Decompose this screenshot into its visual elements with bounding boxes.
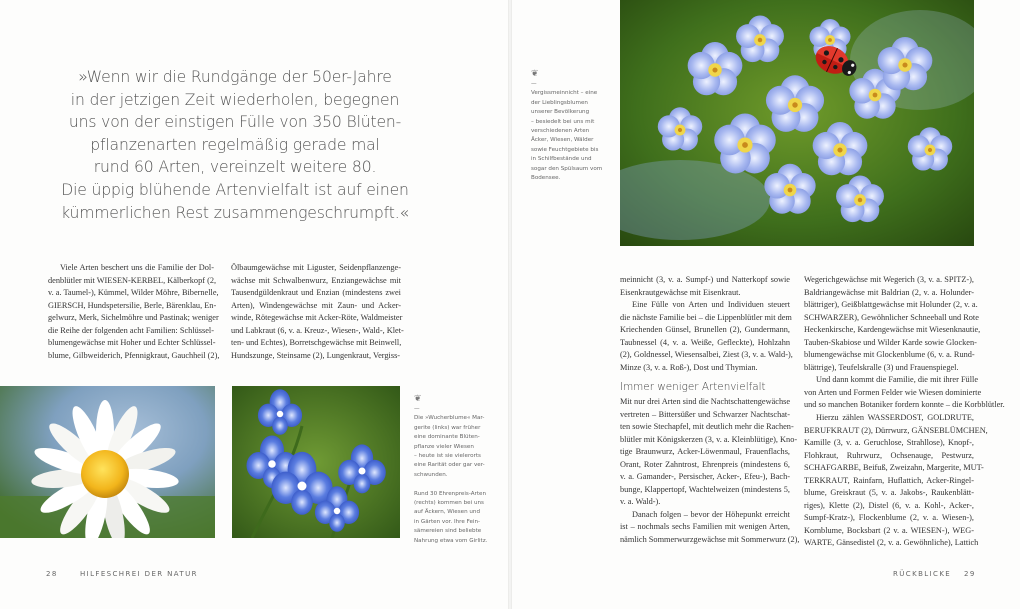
text-line: Arten), Windengewächse mit Zaun- und Acker-: [231, 300, 401, 310]
caption-line: unserer Bevölkerung: [531, 109, 590, 116]
caption-line: verschiedenen Arten: [531, 128, 590, 135]
text-line: ten- und Echtes), Borretschgewächse mit Beinwell,: [231, 338, 402, 348]
caption-line: sämereien sind beliebte: [414, 528, 482, 535]
text-line: Mit nur drei Arten sind die Nachtschattengewächse: [620, 397, 791, 406]
text-line: meinnicht (3, v. a. Sumpf-) und Natterkopf sowie: [620, 275, 790, 284]
text-line: blättrige), Teufelskralle (3) und Frauenspiegel.: [804, 362, 959, 372]
text-line: blättriger), Geißblattgewächse mit Holunder (2, v. a.: [804, 300, 978, 310]
text-line: Taubnessel (4, v. a. Weiße, Gefleckte), Hohlzahn: [620, 337, 790, 347]
text-line: die nächste Familie bei – die Lippenblütler mit dem: [620, 312, 792, 322]
caption-line: (rechts) kommen bei uns: [414, 500, 484, 507]
caption-flourish-icon: ❦: [531, 69, 539, 79]
text-line: (2), Goldnessel, Wiesensalbei, Ziest (3, v. a. Wald-),: [620, 350, 793, 360]
text-column-4: [804, 274, 1005, 550]
pull-quote: [42, 66, 428, 224]
quote-line: pflanzenarten regelmäßig gerade mal: [90, 135, 380, 154]
text-line: Baldriangewächse mit Baldrian (2, v. a. Holunder-: [804, 287, 974, 297]
text-line: ten sowie Stechapfel, mit deutlich mehr die Rachen-: [620, 422, 794, 432]
caption-line: – heute ist sie vielerorts: [414, 453, 481, 460]
text-line: Heckenkirsche, Kardengewächse mit Wiesenknautie,: [804, 325, 981, 335]
text-line: bunge, Klappertopf, Wachtelweizen (mindestens 5,: [620, 484, 790, 494]
book-gutter: [508, 0, 512, 609]
text-line: BERUFKRAUT (2), Dürrwurz, GÄNSEBLÜMCHEN,: [804, 425, 988, 435]
caption-line: in Gärten vor. Ihre Fein-: [414, 518, 481, 525]
quote-line: uns von der einstigen Fülle von 350 Blüten-: [68, 113, 402, 132]
caption-line: sowie Feuchtgebiete bis: [531, 146, 599, 153]
text-line: Minze (3, v. a. Roß-), Dost und Thymian.: [620, 362, 758, 372]
text-line: Sumpf-Kratz-), Flockenblume (2, v. a. Wiesen-),: [804, 513, 974, 523]
text-line: winde, Rötegewächse mit Acker-Röte, Waldmeister: [231, 313, 403, 323]
text-line: die Reihe der folgenden acht Familien: Schlüssel-: [48, 325, 214, 335]
caption-line: [414, 480, 487, 489]
caption-line: —: [414, 406, 420, 412]
text-line: Ölbaumgewächse mit Liguster, Seidenpflanzenge-: [231, 263, 401, 272]
text-line: gelwurz, Merk, Sichelmöhre und Pastinak; weniger: [48, 313, 219, 323]
forget-me-not-photo: [620, 0, 974, 246]
text-line: Viele Arten beschert uns die Familie der Dol-: [60, 263, 214, 272]
quote-line: in der jetzigen Zeit wiederholen, begegnen: [70, 90, 400, 109]
text-line: wächse mit Schwalbenwurz, Enziangewächse mit: [231, 275, 401, 285]
text-line: blumengewächse mit Glockenblume (6, v. a. Rund-: [804, 350, 975, 360]
caption-line: auf Äckern, Wiesen und: [414, 509, 481, 516]
text-line: Hundszunge, Steinsame (2), Lungenkraut, Vergiss-: [231, 350, 401, 360]
caption-line: Die »Wucherblume« Mar-: [414, 415, 485, 422]
text-line: blume, Greiskraut (5, v. a. Jakobs-, Raukenblätt-: [804, 488, 974, 498]
caption-line: Rund 30 Ehrenpreis-Arten: [414, 490, 487, 497]
quote-line: rund 60 Arten, vereinzelt weitere 80.: [93, 158, 377, 177]
running-title-right: RÜCKBLICKE: [893, 570, 952, 578]
text-line: Kriechenden Günsel, Brunellen (2), Gundermann,: [620, 325, 790, 335]
text-line: vertreten – Bittersüßer und Schwarzer Nachtschat-: [620, 409, 790, 419]
text-line: Eine Fülle von Arten und Individuen steuert: [632, 300, 790, 310]
text-line: Orant, Roter Zahntrost, Ehrenpreis (mindestens 6,: [620, 459, 790, 469]
text-line: riges), Klette (2), Distel (6, v. a. Kohl-, Acker-,: [804, 500, 974, 510]
caption-line: – besiedelt bei uns mit: [531, 118, 595, 125]
caption-line: pflanze vieler Wiesen: [414, 443, 474, 450]
text-line: v. a. Taumel-), Kümmel, Wilder Möhre, Bibernelle,: [48, 288, 219, 298]
caption-line: eine dominante Blüten-: [414, 434, 480, 441]
section-heading: Immer weniger Artenvielfalt: [620, 381, 766, 393]
caption-line: gerite (links) war früher: [414, 424, 481, 431]
text-line: Tauben-Skabiose und Wilder Karde sowie Glocken-: [804, 337, 977, 347]
text-line: Tausendgüldenkraut und Enzian (mindestens zwei: [231, 288, 401, 298]
caption-line: der Lieblingsblumen: [531, 99, 588, 106]
text-line: Danach folgen – bevor der Höhepunkt erreicht: [632, 509, 790, 519]
text-line: blumengewächse mit Hoher und Echter Schlüssel-: [48, 338, 216, 348]
text-line: und so manchen Botaniker fordern konnte – die Korbblütler.: [804, 400, 1005, 410]
text-line: nämlich Sommerwurzgewächse mit Sommerwurz (2),: [620, 535, 800, 545]
text-line: und Labkraut (6, v. a. Kreuz-, Wiesen-, Wald-, Klet-: [231, 325, 404, 335]
caption-line: in Schilfbestände und: [531, 156, 592, 163]
caption-line: Bodensee.: [531, 175, 561, 182]
caption-flourish-icon-2: ❦: [414, 394, 422, 404]
caption-line: eine Rarität oder gar ver-: [414, 462, 485, 469]
text-line: ist – nochmals sechs Familien mit wenigen Arten,: [620, 522, 790, 532]
text-line: Und dann kommt die Familie, die mit ihrer Fülle: [816, 375, 978, 385]
text-line: v. a. Wald-).: [620, 497, 661, 507]
caption-forget-me-not: [531, 80, 602, 183]
text-column-2: [231, 262, 404, 362]
quote-line: kümmerlichen Rest zusammengeschrumpft.«: [61, 203, 409, 222]
caption-daisy-speedwell: [414, 405, 487, 546]
text-line: denblütler mit WIESEN-KERBEL, Kälberkopf (2,: [48, 275, 217, 285]
quote-line: »Wenn wir die Rundgänge der 50er-Jahre: [78, 68, 392, 86]
text-line: SCHWARZER), Gewöhnlicher Schneeball und Rote: [804, 312, 979, 322]
text-column-1: [48, 262, 220, 362]
text-line: Kornblume, Bocksbart (2 v. a. WIESEN-), WEG-: [804, 525, 974, 535]
page-number-left: 28: [46, 570, 58, 578]
caption-line: sogar den Spülsaum vom: [531, 165, 603, 172]
quote-line: Die üppig blühende Artenvielfalt ist auf einen: [61, 180, 409, 199]
text-line: Flohkraut, Ruhrwurz, Ochsenauge, Pestwurz,: [804, 450, 974, 460]
text-line: Eisenkrautgewächse mit Eisenkraut.: [620, 287, 741, 297]
running-title-left: HILFESCHREI DER NATUR: [80, 570, 198, 578]
text-line: GIERSCH, Hundspetersilie, Berle, Bärenklau, En-: [48, 300, 217, 310]
text-line: blume, Gilbweiderich, Pfennigkraut, Gauchheil (2),: [48, 350, 220, 360]
caption-line: Äcker, Wiesen, Wälder: [531, 137, 594, 144]
daisy-photo: [0, 386, 215, 538]
text-line: Kamille (3, v. a. Geruchlose, Strahllose), Knopf-,: [804, 438, 974, 448]
text-line: tige Braunwurz, Acker-Löwenmaul, Frauenflachs,: [620, 447, 790, 457]
text-column-3-top: [620, 274, 793, 374]
text-line: v. a. Gamander-, Persischer, Acker-, Efeu-), Bach-: [620, 472, 790, 482]
speedwell-photo: [232, 386, 400, 538]
text-column-3-bottom: [620, 396, 800, 547]
text-line: TERKRAUT, Rainfarn, Huflattich, Acker-Ringel-: [804, 475, 974, 485]
text-line: von Arten und Formen Felder wie Wiesen dominierte: [804, 387, 982, 397]
caption-line: Nahrung etwa vom Girlitz.: [414, 537, 488, 544]
caption-line: schwunden.: [414, 471, 448, 478]
page-number-right: 29: [964, 570, 976, 578]
text-line: Hierzu zählen WASSERDOST, GOLDRUTE,: [816, 413, 974, 423]
text-line: Wegerichgewächse mit Wegerich (3, v. a. SPITZ-),: [804, 275, 974, 284]
caption-line: —: [531, 81, 537, 87]
caption-line: Vergissmeinnicht – eine: [531, 90, 598, 97]
text-line: WARTE, Gänsedistel (2, v. a. Gewöhnliche), Lattich: [804, 538, 979, 548]
text-line: blütler mit Königskerzen (3, v. a. Kleinblütige), Kno-: [620, 434, 798, 444]
text-line: SCHAFGARBE, Beifuß, Zweizahn, Margerite, MUT-: [804, 463, 984, 473]
